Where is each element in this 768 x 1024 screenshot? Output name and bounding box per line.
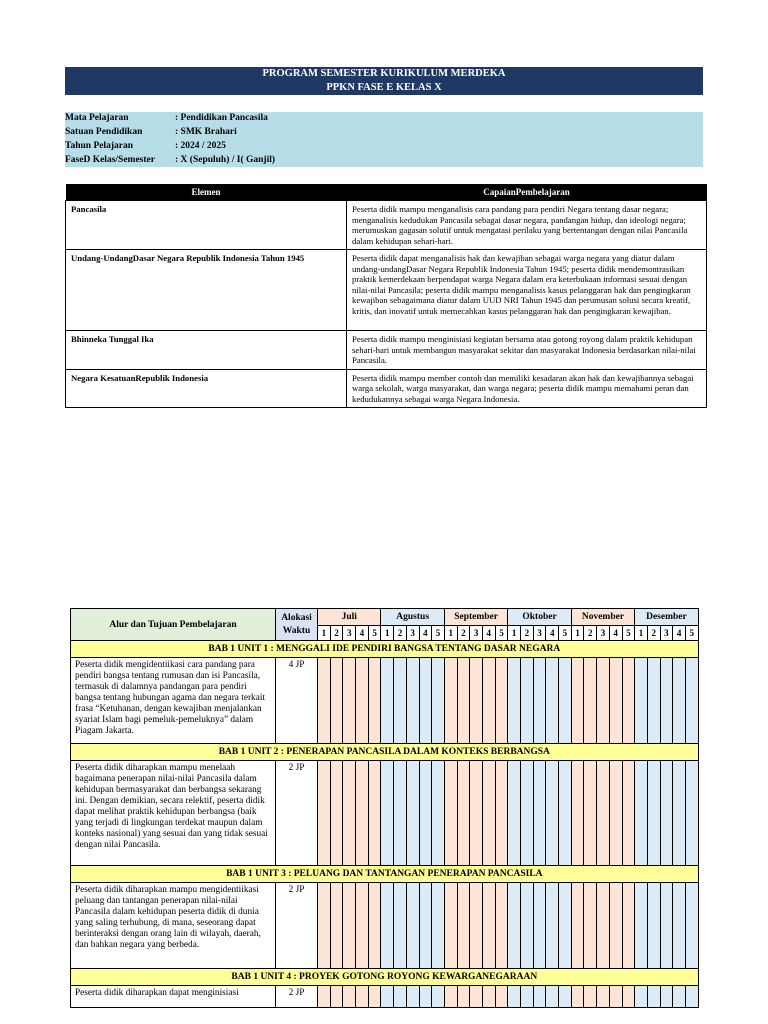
alokasi-cell: 2 JP: [276, 883, 318, 969]
elemen-cell: Negara KesatuanRepublik Indonesia: [66, 369, 347, 408]
table-row: [71, 883, 699, 969]
table-row: [66, 331, 707, 370]
week-cell: [635, 658, 648, 744]
week-cell: [546, 883, 559, 969]
week-cell: [597, 658, 610, 744]
week-number: 3: [470, 626, 483, 641]
col-elemen: Elemen: [66, 184, 347, 201]
bab-title: BAB 1 UNIT 4 : PROYEK GOTONG ROYONG KEWARGANEGARAAN: [71, 969, 699, 986]
schedule-month-row: [71, 609, 699, 626]
week-cell: [343, 883, 356, 969]
table-row: [71, 986, 699, 1008]
col-capaian: CapaianPembelajaran: [347, 184, 707, 201]
week-cell: [508, 761, 521, 866]
week-cell: [521, 883, 534, 969]
document-title: [65, 67, 703, 95]
info-value: : Pendidikan Pancasila: [175, 113, 268, 123]
elemen-cell: Undang-UndangDasar Negara Republik Indonesia Tahun 1945: [66, 250, 347, 331]
schedule-table: [70, 608, 699, 1008]
elemen-cell: Bhinneka Tunggal Ika: [66, 331, 347, 370]
week-cell: [482, 883, 495, 969]
week-number: 1: [571, 626, 584, 641]
week-cell: [546, 761, 559, 866]
week-cell: [318, 658, 331, 744]
month-juli: Juli: [318, 609, 381, 626]
week-number: 2: [394, 626, 407, 641]
week-cell: [508, 986, 521, 1008]
month-november: November: [571, 609, 634, 626]
capaian-cell: Peserta didik mampu member contoh dan memiliki kesadaran akan hak dan kewajibannya sebagai warga sekolah, warga masyarakat, dan warga negara; peserta didik mampu memahami peran dan kedudukannya sebagai warga Negara Indonesia.: [347, 369, 707, 408]
week-cell: [381, 986, 394, 1008]
week-cell: [406, 761, 419, 866]
week-cell: [368, 883, 381, 969]
week-number: 2: [457, 626, 470, 641]
week-number: 1: [635, 626, 648, 641]
col-alokasi: [276, 609, 318, 641]
week-cell: [571, 986, 584, 1008]
week-cell: [406, 986, 419, 1008]
week-cell: [533, 658, 546, 744]
week-cell: [457, 986, 470, 1008]
week-number: 3: [597, 626, 610, 641]
tujuan-cell: Peserta didik diharapkan dapat menginisiasi: [71, 986, 276, 1008]
week-cell: [470, 658, 483, 744]
week-number: 4: [673, 626, 686, 641]
week-cell: [622, 986, 635, 1008]
title-line-1: PROGRAM SEMESTER KURIKULUM MERDEKA: [262, 68, 506, 79]
week-cell: [609, 761, 622, 866]
table-row: [71, 761, 699, 866]
bab-title: BAB 1 UNIT 2 : PENERAPAN PANCASILA DALAM KONTEKS BERBANGSA: [71, 744, 699, 761]
week-cell: [419, 658, 432, 744]
week-cell: [406, 883, 419, 969]
week-cell: [432, 986, 445, 1008]
week-cell: [685, 658, 698, 744]
week-cell: [597, 761, 610, 866]
week-cell: [622, 761, 635, 866]
title-line-2: PPKN FASE E KELAS X: [326, 82, 442, 93]
week-cell: [343, 986, 356, 1008]
alokasi-cell: 2 JP: [276, 986, 318, 1008]
week-cell: [394, 658, 407, 744]
week-cell: [559, 986, 572, 1008]
col-alokasi-line1: Alokasi: [281, 612, 312, 623]
week-cell: [521, 658, 534, 744]
week-cell: [660, 658, 673, 744]
week-cell: [419, 986, 432, 1008]
week-cell: [609, 658, 622, 744]
week-number: 5: [559, 626, 572, 641]
week-cell: [394, 883, 407, 969]
info-value: : SMK Brahari: [175, 127, 237, 137]
week-cell: [673, 883, 686, 969]
week-cell: [432, 883, 445, 969]
bab-row: [71, 969, 699, 986]
week-cell: [508, 883, 521, 969]
week-cell: [356, 986, 369, 1008]
week-cell: [660, 883, 673, 969]
week-cell: [533, 761, 546, 866]
week-cell: [660, 761, 673, 866]
week-cell: [559, 761, 572, 866]
month-september: September: [444, 609, 507, 626]
week-cell: [559, 883, 572, 969]
week-cell: [584, 761, 597, 866]
week-cell: [343, 761, 356, 866]
week-number: 4: [356, 626, 369, 641]
tujuan-cell: Peserta didik mengidentiikasi cara pandang para pendiri bangsa tentang rumusan dan isi Pancasila, termasuk di dalamnya pandangan para pendiri bangsa tentang hubungan agama dan negara terkait frasa “Ketuhanan, dengan kewajiban menjalankan syariat Islam bagi pemeluk-pemeluknya” dalam Piagam Jakarta.: [71, 658, 276, 744]
alokasi-cell: 4 JP: [276, 658, 318, 744]
capaian-cell: Peserta didik mampu menganalisis cara pandang para pendiri Negara tentang dasar negara; menganalisis kedudukan Pancasila sebagai dasar negara, pandangan hidup, dan ideologi negara; merumuskan gagasan solutif untuk mengatasi perilaku yang bertentangan dengan nilai Pancasila dalam kehidupan sehari-hari.: [347, 201, 707, 250]
week-cell: [394, 761, 407, 866]
week-cell: [571, 761, 584, 866]
col-alokasi-line2: Waktu: [282, 625, 311, 636]
week-cell: [584, 986, 597, 1008]
bab-row: [71, 744, 699, 761]
week-number: 4: [482, 626, 495, 641]
month-desember: Desember: [635, 609, 698, 626]
capaian-table: [65, 184, 707, 408]
week-cell: [457, 883, 470, 969]
week-number: 5: [685, 626, 698, 641]
week-cell: [609, 986, 622, 1008]
month-oktober: Oktober: [508, 609, 571, 626]
capaian-cell: Peserta didik mampu menginisiasi kegiatan bersama atau gotong royong dalam praktik kehidupan sehari-hari untuk membangun masyarakat sekitar dan masyarakat Indonesia berdasarkan nilai-nilai Pancasila.: [347, 331, 707, 370]
week-cell: [685, 986, 698, 1008]
week-cell: [394, 986, 407, 1008]
week-cell: [432, 658, 445, 744]
week-cell: [444, 761, 457, 866]
week-cell: [647, 761, 660, 866]
week-number: 1: [318, 626, 331, 641]
week-cell: [559, 658, 572, 744]
week-cell: [419, 883, 432, 969]
week-cell: [597, 986, 610, 1008]
week-cell: [470, 986, 483, 1008]
week-cell: [482, 986, 495, 1008]
week-cell: [609, 883, 622, 969]
capaian-cell: Peserta didik dapat menganalisis hak dan kewajiban sebagai warga negara yang diatur dalam undang-undangDasar Negara Republik Indonesia Tahun 1945; peserta didik mendemontrasikan praktik kemerdekaan berpendapat warga Negara dalam era keterbukaan informasi sesuai dengan nilai-nilai Pancasila; peserta didik mampu menganalisis kasus pelanggaran hak dan pengingkaran kewajiban sebagaimana diatur dalam UUD NRI Tahun 1945 dan perumusan solusi secara kreatif, kritis, dan inovatif untuk memecahkan kasus pelanggaran hak dan pengingkaran kewajiban.: [347, 250, 707, 331]
week-cell: [622, 658, 635, 744]
table-row: [66, 201, 707, 250]
info-value: : X (Sepuluh) / I( Ganjil): [175, 155, 276, 165]
week-cell: [330, 658, 343, 744]
week-cell: [457, 761, 470, 866]
week-cell: [356, 883, 369, 969]
week-cell: [470, 761, 483, 866]
week-number: 2: [521, 626, 534, 641]
week-cell: [368, 658, 381, 744]
week-cell: [343, 658, 356, 744]
week-cell: [584, 883, 597, 969]
elemen-cell: Pancasila: [66, 201, 347, 250]
week-cell: [419, 761, 432, 866]
week-cell: [521, 761, 534, 866]
week-cell: [533, 883, 546, 969]
week-cell: [546, 658, 559, 744]
bab-title: BAB 1 UNIT 1 : MENGGALI IDE PENDIRI BANGSA TENTANG DASAR NEGARA: [71, 641, 699, 658]
week-cell: [432, 761, 445, 866]
week-number: 3: [343, 626, 356, 641]
week-cell: [673, 658, 686, 744]
week-cell: [381, 883, 394, 969]
week-number: 1: [508, 626, 521, 641]
week-number: 4: [609, 626, 622, 641]
week-number: 4: [546, 626, 559, 641]
week-cell: [470, 883, 483, 969]
week-cell: [318, 986, 331, 1008]
week-number: 3: [660, 626, 673, 641]
week-cell: [622, 883, 635, 969]
alokasi-cell: 2 JP: [276, 761, 318, 866]
week-cell: [495, 883, 508, 969]
week-cell: [381, 761, 394, 866]
info-box: [65, 112, 703, 167]
week-cell: [457, 658, 470, 744]
table-row: [66, 369, 707, 408]
week-cell: [685, 761, 698, 866]
week-cell: [368, 986, 381, 1008]
week-cell: [533, 986, 546, 1008]
month-agustus: Agustus: [381, 609, 444, 626]
week-cell: [571, 658, 584, 744]
week-cell: [444, 883, 457, 969]
week-cell: [406, 658, 419, 744]
week-cell: [685, 883, 698, 969]
week-cell: [571, 883, 584, 969]
info-key: Tahun Pelajaran: [65, 141, 134, 151]
week-cell: [368, 761, 381, 866]
week-cell: [546, 986, 559, 1008]
tujuan-cell: Peserta didik diharapkan mampu mengidentiikasi peluang dan tantangan penerapan nilai-nilai Pancasila dalam kehidupan peserta didik di dunia yang saling terhubung, di mana, seseorang dapat berinteraksi dengan orang lain di wilayah, daerah, dan bahkan negara yang berbeda.: [71, 883, 276, 969]
table-row: [71, 658, 699, 744]
week-cell: [318, 761, 331, 866]
bab-row: [71, 641, 699, 658]
week-number: 5: [368, 626, 381, 641]
week-number: 2: [330, 626, 343, 641]
week-cell: [444, 658, 457, 744]
week-cell: [635, 986, 648, 1008]
table-row: [66, 250, 707, 331]
week-cell: [381, 658, 394, 744]
week-cell: [482, 658, 495, 744]
week-cell: [482, 761, 495, 866]
week-cell: [495, 761, 508, 866]
week-number: 3: [406, 626, 419, 641]
week-number: 3: [533, 626, 546, 641]
bab-title: BAB 1 UNIT 3 : PELUANG DAN TANTANGAN PENERAPAN PANCASILA: [71, 866, 699, 883]
info-key: FaseD Kelas/Semester: [65, 155, 155, 165]
week-cell: [508, 658, 521, 744]
week-cell: [635, 883, 648, 969]
week-cell: [444, 986, 457, 1008]
week-cell: [660, 986, 673, 1008]
week-number: 1: [381, 626, 394, 641]
week-number: 2: [647, 626, 660, 641]
week-cell: [356, 658, 369, 744]
week-cell: [647, 658, 660, 744]
week-cell: [673, 986, 686, 1008]
info-key: Satuan Pendidikan: [65, 127, 143, 137]
week-cell: [330, 761, 343, 866]
week-number: 5: [432, 626, 445, 641]
week-cell: [647, 986, 660, 1008]
week-cell: [356, 761, 369, 866]
week-number: 5: [495, 626, 508, 641]
week-cell: [330, 883, 343, 969]
bab-row: [71, 866, 699, 883]
week-number: 1: [444, 626, 457, 641]
info-value: : 2024 / 2025: [175, 141, 226, 151]
col-alur: Alur dan Tujuan Pembelajaran: [71, 609, 276, 641]
week-cell: [495, 658, 508, 744]
info-key: Mata Pelajaran: [65, 113, 129, 123]
week-cell: [584, 658, 597, 744]
week-cell: [673, 761, 686, 866]
week-cell: [318, 883, 331, 969]
week-number: 2: [584, 626, 597, 641]
week-cell: [635, 761, 648, 866]
tujuan-cell: Peserta didik diharapkan mampu menelaah bagaimana penerapan nilai-nilai Pancasila dalam kehidupan bermasyarakat dan berbangsa sekarang ini. Dengan demikian, secara relektif, peserta didik dapat melihat praktik kehidupan berbangsa (baik yang terjadi di lingkungan terdekat maupun dalam konteks nasional) yang sesuai dan yang tidak sesuai dengan nilai Pancasila.: [71, 761, 276, 866]
week-cell: [495, 986, 508, 1008]
week-cell: [647, 883, 660, 969]
week-number: 4: [419, 626, 432, 641]
week-cell: [330, 986, 343, 1008]
week-number: 5: [622, 626, 635, 641]
week-cell: [521, 986, 534, 1008]
capaian-header-row: [66, 184, 707, 201]
week-cell: [597, 883, 610, 969]
